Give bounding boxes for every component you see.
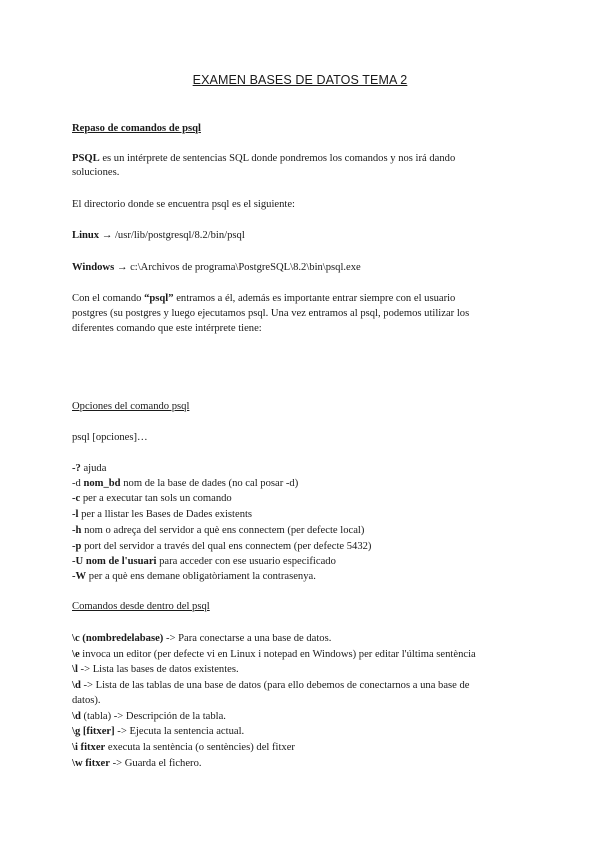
psql-command-line-1: Con el comando “psql” entramos a él, además es importante entrar siempre con el usuario — [72, 293, 456, 304]
command-line: \e invoca un editor (per defecte vi en Linux i notepad en Windows) per editar l'última sentència — [72, 649, 476, 660]
section-heading-opciones: Opciones del comando psql — [72, 401, 190, 412]
directory-intro: El directorio donde se encuentra psql es el siguiente: — [72, 199, 295, 210]
option-line: -? ajuda — [72, 463, 107, 474]
command-line: \d -> Lista de las tablas de una base de datos (para ello debemos de conectarnos a una base de — [72, 680, 470, 691]
psql-intro-line-1: PSQL es un intérprete de sentencias SQL donde pondremos los comandos y nos irá dando — [72, 153, 456, 164]
command-line: \w fitxer -> Guarda el fichero. — [72, 758, 202, 769]
psql-intro-line-2: soluciones. — [72, 167, 120, 178]
doc-title: EXAMEN BASES DE DATOS TEMA 2 — [192, 73, 408, 87]
command-line: \g [fitxer] -> Ejecuta la sentencia actual. — [72, 726, 245, 737]
command-line: \i fitxer executa la sentència (o sentències) del fitxer — [72, 742, 295, 753]
option-line: -W per a què ens demane obligatòriament la contrasenya. — [72, 571, 316, 582]
option-line: -c per a executar tan sols un comando — [72, 493, 232, 504]
command-line: datos). — [72, 695, 101, 706]
windows-path-line: Windows → c:\Archivos de programa\PostgreSQL\8.2\bin\psql.exe — [72, 262, 361, 273]
option-line: -U nom de l'usuari para acceder con ese usuario especificado — [72, 556, 336, 567]
command-line: \l -> Lista las bases de datos existentes. — [72, 664, 239, 675]
psql-command-line-3: diferentes comando que este intérprete tiene: — [72, 323, 262, 334]
linux-path-line: Linux → /usr/lib/postgresql/8.2/bin/psql — [72, 230, 245, 241]
psql-command-line-2: postgres (su postgres y luego ejecutamos psql. Una vez entramos al psql, podemos utilizar los — [72, 308, 470, 319]
section-heading-repaso: Repaso de comandos de psql — [72, 123, 201, 134]
command-line: \c (nombredelabase) -> Para conectarse a una base de datos. — [72, 633, 332, 644]
command-line: \d (tabla) -> Descripción de la tabla. — [72, 711, 226, 722]
psql-syntax: psql [opciones]… — [72, 432, 148, 443]
option-line: -d nom_bd nom de la base de dades (no cal posar -d) — [72, 478, 299, 489]
section-heading-comandos: Comandos desde dentro del psql — [72, 601, 210, 612]
option-line: -h nom o adreça del servidor a què ens connectem (per defecte local) — [72, 525, 365, 536]
option-line: -p port del servidor a través del qual ens connectem (per defecte 5432) — [72, 541, 372, 552]
option-line: -l per a llistar les Bases de Dades existents — [72, 509, 253, 520]
